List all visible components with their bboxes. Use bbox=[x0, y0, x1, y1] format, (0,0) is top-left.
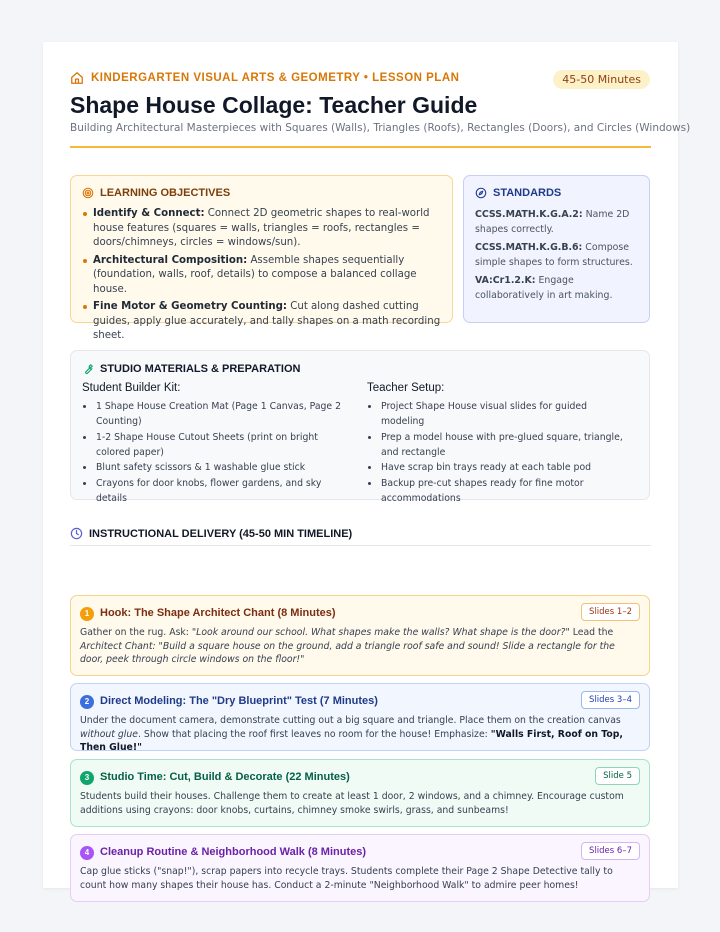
step-number: 3 bbox=[80, 771, 94, 785]
step-title: Direct Modeling: The "Dry Blueprint" Test (7 Minutes) bbox=[100, 695, 378, 707]
student-kit bbox=[82, 382, 344, 506]
step-text: . Show that placing the roof first leaves no room for the house! Emphasize: bbox=[138, 728, 491, 740]
teacher-setup bbox=[367, 382, 629, 506]
header-divider bbox=[70, 146, 651, 148]
step-number: 2 bbox=[80, 695, 94, 709]
objective-text: Connect 2D geometric shapes to real-world house features (squares = walls, triangles = roofs, rectangles = doors/chimneys, circles = windows/sun). bbox=[93, 208, 430, 248]
objective-text: Assemble shapes sequentially (foundation, walls, roof, details) to compose a balanced collage house. bbox=[93, 254, 417, 295]
teacher-setup-heading: Teacher Setup: bbox=[367, 382, 445, 394]
step-quote: "Look around our school. What shapes make the walls? What shape is the door?" bbox=[191, 627, 570, 638]
list-item: Have scrap bin trays ready at each table pod bbox=[367, 460, 629, 475]
list-item: 1-2 Shape House Cutout Sheets (print on bright colored paper) bbox=[82, 430, 344, 460]
step-card bbox=[70, 683, 650, 751]
step-quote: : "Build a square house on the ground, add a triangle roof safe and sound! Slide a rectangle for the door, peek through circle windows on the floor!" bbox=[80, 640, 615, 665]
lesson-plan-page bbox=[43, 42, 691, 891]
list-item: Project Shape House visual slides for guided modeling bbox=[367, 399, 629, 429]
step-title: Cleanup Routine & Neighborhood Walk (8 Minutes) bbox=[100, 846, 367, 858]
standard-item bbox=[475, 240, 641, 270]
step-body: Students build their houses. Challenge them to create at least 1 door, 2 windows, and a chimney. Encourage custom additions using crayons: door knobs, curtains, chimney smoke swirls, grass, and sunbeams! bbox=[80, 791, 624, 816]
step-emphasis: Architect Chant bbox=[80, 640, 153, 652]
slides-badge: Slides 1–2 bbox=[581, 603, 640, 621]
kicker bbox=[70, 71, 459, 85]
step-card bbox=[70, 595, 650, 676]
standards-list bbox=[475, 207, 641, 306]
kicker-text: KINDERGARTEN VISUAL ARTS & GEOMETRY • LESSON PLAN bbox=[91, 72, 460, 84]
materials-heading-text: STUDIO MATERIALS & PREPARATION bbox=[100, 363, 301, 375]
objectives-heading bbox=[82, 187, 230, 199]
step-body bbox=[80, 626, 640, 667]
step-body: Cap glue sticks ("snap!"), scrap papers into recycle trays. Students complete their Page 2 Shape Detective tally to count how many shapes their house has. Conduct a 2-minute "Neighborhood Walk" to admire peer homes! bbox=[80, 866, 613, 891]
slides-badge: Slides 6–7 bbox=[581, 842, 640, 860]
page-title: Shape House Collage: Teacher Guide bbox=[70, 92, 478, 118]
step-card bbox=[70, 759, 650, 827]
objective-label: Fine Motor & Geometry Counting: bbox=[93, 301, 288, 312]
step-title: Studio Time: Cut, Build & Decorate (22 Minutes) bbox=[100, 771, 350, 783]
standard-text: Compose simple shapes to form structures. bbox=[475, 242, 633, 268]
standard-item bbox=[475, 207, 641, 237]
wrench-icon bbox=[82, 363, 94, 375]
objective-item bbox=[82, 300, 444, 344]
step-text: Gather on the rug. Ask: bbox=[80, 627, 192, 638]
step-number: 1 bbox=[80, 607, 94, 621]
page-subtitle: Building Architectural Masterpieces with Squares (Walls), Triangles (Roofs), Rectangles (Doors), and Circles (Windows) bbox=[70, 122, 691, 134]
duration-badge: 45-50 Minutes bbox=[553, 70, 650, 89]
objectives-heading-text: LEARNING OBJECTIVES bbox=[100, 187, 231, 199]
step-strong: "Walls First, Roof on Top, Then Glue!" bbox=[80, 728, 623, 753]
header-row bbox=[70, 71, 651, 91]
standards-heading bbox=[475, 187, 561, 199]
objectives-list bbox=[82, 207, 444, 347]
step-number: 4 bbox=[80, 846, 94, 860]
step-card bbox=[70, 834, 650, 902]
clock-icon bbox=[70, 527, 83, 540]
step-emphasis: without glue bbox=[80, 728, 139, 740]
house-icon bbox=[70, 71, 84, 85]
objective-text: Cut along dashed cutting guides, apply glue accurately, and tally shapes on a math recording sheet. bbox=[93, 301, 441, 341]
slides-badge: Slides 3–4 bbox=[581, 691, 640, 709]
standards-card bbox=[463, 175, 650, 323]
standard-code: CCSS.MATH.K.G.A.2: bbox=[475, 209, 583, 220]
objective-item bbox=[82, 254, 444, 298]
student-kit-heading: Student Builder Kit: bbox=[82, 382, 181, 394]
teacher-setup-list bbox=[367, 399, 629, 506]
learning-objectives-card bbox=[70, 175, 453, 341]
list-item: Blunt safety scissors & 1 washable glue stick bbox=[82, 460, 344, 475]
delivery-heading-text: INSTRUCTIONAL DELIVERY (45-50 MIN TIMELINE) bbox=[89, 527, 353, 540]
step-title: Hook: The Shape Architect Chant (8 Minutes) bbox=[100, 607, 336, 619]
standard-code: VA:Cr1.2.K: bbox=[475, 275, 536, 286]
step-text: Under the document camera, demonstrate cutting out a big square and triangle. Place them on the creation canvas bbox=[80, 715, 621, 726]
slides-badge: Slide 5 bbox=[595, 767, 640, 785]
list-item: Backup pre-cut shapes ready for fine motor accommodations bbox=[367, 476, 629, 506]
target-icon bbox=[82, 187, 94, 199]
list-item: 1 Shape House Creation Mat (Page 1 Canvas, Page 2 Counting) bbox=[82, 399, 344, 429]
delivery-heading bbox=[70, 526, 651, 546]
standard-text: Engage collaboratively in art making. bbox=[475, 275, 613, 301]
list-item: Crayons for door knobs, flower gardens, and sky details bbox=[82, 476, 344, 506]
standards-heading-text: STANDARDS bbox=[493, 187, 562, 199]
standard-text: Name 2D shapes correctly. bbox=[475, 209, 630, 235]
step-text: Lead the bbox=[569, 627, 614, 638]
objective-item bbox=[82, 207, 444, 251]
standard-item bbox=[475, 273, 641, 303]
materials-card bbox=[70, 350, 650, 504]
compass-icon bbox=[475, 187, 487, 199]
student-kit-list bbox=[82, 399, 344, 506]
standard-code: CCSS.MATH.K.G.B.6: bbox=[475, 242, 583, 253]
objective-label: Identify & Connect: bbox=[93, 208, 205, 219]
list-item: Prep a model house with pre-glued square, triangle, and rectangle bbox=[367, 430, 629, 460]
step-body bbox=[80, 714, 640, 755]
materials-heading bbox=[82, 363, 300, 375]
objective-label: Architectural Composition: bbox=[93, 254, 248, 266]
